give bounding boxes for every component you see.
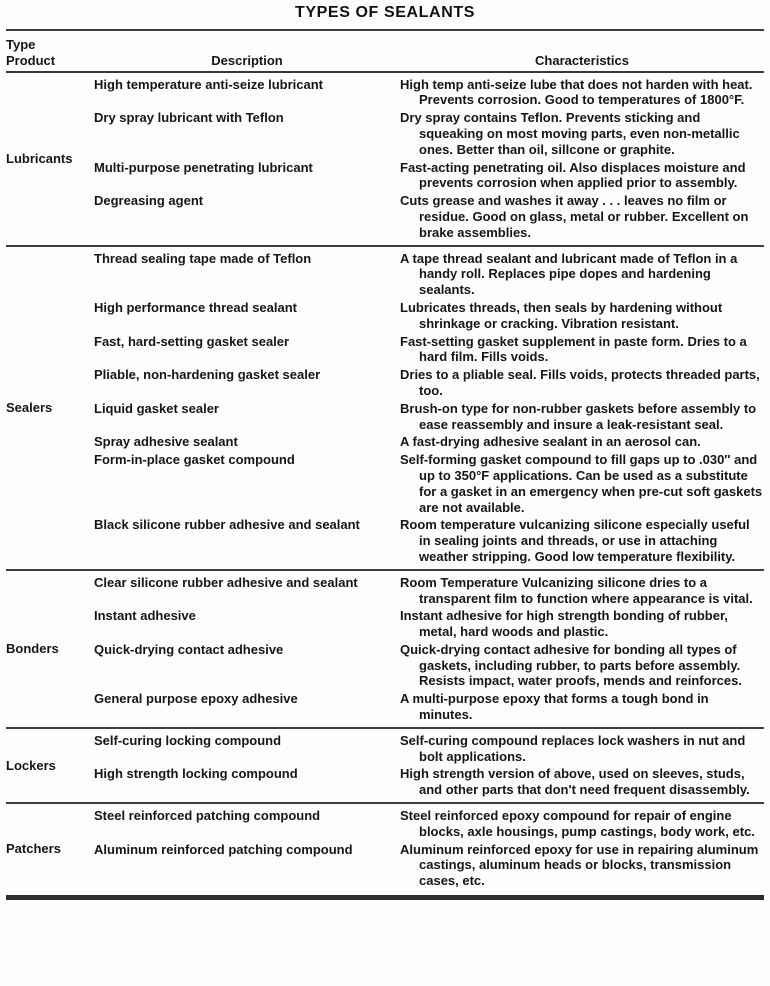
product-description: Thread sealing tape made of Teflon [94,250,312,266]
product-description: Degreasing agent [94,193,204,209]
table-row [94,808,764,840]
product-description: Aluminum reinforced patching compound [94,841,353,857]
table-row [94,367,764,399]
section-rows [94,733,764,798]
product-description: Dry spray lubricant with Teflon [94,110,284,126]
table-row [94,733,764,765]
product-characteristics: Room Temperature Vulcanizing silicone dries to a transparent film to function where appearance is vital. [400,574,753,606]
section-lockers [6,727,764,802]
table-row [94,608,764,640]
table-row [94,334,764,366]
table-row [94,251,764,298]
table-row [94,575,764,607]
table-row [94,766,764,798]
product-characteristics: Self-forming gasket compound to fill gaps up to .030″ and up to 350°F applications. Can be used as a substitute for a gasket in an emergency when pre-cut soft gaskets are not available. [400,452,763,515]
product-description: High temperature anti-seize lubricant [94,76,323,92]
section-rows [94,808,764,889]
section-type-label-lockers: Lockers [6,757,56,773]
product-description: Clear silicone rubber adhesive and sealant [94,574,358,590]
table-body [6,73,764,893]
product-description: High strength locking compound [94,766,298,782]
table-row [94,300,764,332]
table-header [6,31,764,73]
header-type-line1: Type [6,37,36,52]
header-type-product [6,37,94,69]
product-description: Liquid gasket sealer [94,400,219,416]
product-characteristics: Cuts grease and washes it away . . . leaves no film or residue. Good on glass, metal or rubber. Excellent on brake assemblies. [400,193,749,240]
table-row [94,842,764,889]
table-row [94,642,764,689]
product-characteristics: A tape thread sealant and lubricant made of Teflon in a handy roll. Replaces pipe dopes and hardening sealants. [400,250,738,298]
table-row [94,193,764,240]
product-characteristics: Fast-acting penetrating oil. Also displaces moisture and prevents corrosion when applied prior to assembly. [400,159,746,191]
table-row [94,691,764,723]
product-characteristics: A fast-drying adhesive sealant in an aerosol can. [400,434,701,450]
product-characteristics: Instant adhesive for high strength bonding of rubber, metal, hard woods and plastic. [400,608,728,640]
product-description: Multi-purpose penetrating lubricant [94,159,313,175]
table-row [94,517,764,564]
product-characteristics: Quick-drying contact adhesive for bonding all types of gaskets, including rubber, to parts before assembly. Resists impact, water proofs, mends and reinforces. [400,641,742,689]
product-characteristics: Dries to a pliable seal. Fills voids, protects threaded parts, too. [400,367,760,398]
product-characteristics: Aluminum reinforced epoxy for use in repairing aluminum castings, aluminum heads or blocks, transmission cases, etc. [400,841,759,889]
section-type-label-sealers: Sealers [6,399,53,415]
product-description: Form-in-place gasket compound [94,452,295,468]
product-description: Black silicone rubber adhesive and sealant [94,517,360,533]
section-rows [94,77,764,241]
bottom-divider [6,895,764,900]
product-description: Pliable, non-hardening gasket sealer [94,367,321,383]
header-description: Description [211,52,283,68]
table-row [94,77,764,109]
product-characteristics: Brush-on type for non-rubber gaskets before assembly to ease reassembly and insure a leak-resistant seal. [400,400,757,432]
product-characteristics: Self-curing compound replaces lock washers in nut and bolt applications. [400,732,746,764]
header-type-line2: Product [6,52,56,68]
table-row [94,452,764,515]
product-description: Steel reinforced patching compound [94,808,321,824]
product-characteristics: Steel reinforced epoxy compound for repair of engine blocks, axle housings, pump castings, body work, etc. [400,808,755,839]
section-bonders [6,569,764,727]
section-type-label-bonders: Bonders [6,640,59,656]
product-description: Quick-drying contact adhesive [94,641,284,657]
section-lubricants [6,73,764,245]
product-description: Spray adhesive sealant [94,434,238,450]
table-row [94,401,764,433]
section-type-label-patchers: Patchers [6,840,61,856]
section-type-label-lubricants: Lubricants [6,150,73,166]
product-characteristics: Lubricates threads, then seals by hardening without shrinkage or cracking. Vibration resistant. [400,299,723,331]
page-title: TYPES OF SEALANTS [295,4,475,21]
product-description: Self-curing locking compound [94,732,282,748]
product-description: Instant adhesive [94,608,196,624]
product-characteristics: Room temperature vulcanizing silicone especially useful in sealing joints and threads, or use in attaching weather stripping. Good low temperature flexibility. [400,517,750,564]
section-patchers [6,802,764,893]
product-characteristics: A multi-purpose epoxy that forms a tough bond in minutes. [400,691,709,723]
product-description: Fast, hard-setting gasket sealer [94,333,290,349]
product-description: High performance thread sealant [94,299,297,315]
table-row [94,434,764,450]
table-row [94,160,764,192]
product-characteristics: High temp anti-seize lube that does not harden with heat. Prevents corrosion. Good to temperatures of 1800°F. [400,76,753,108]
section-sealers [6,245,764,569]
header-characteristics: Characteristics [535,52,629,68]
product-description: General purpose epoxy adhesive [94,691,298,707]
product-characteristics: Fast-setting gasket supplement in paste form. Dries to a hard film. Fills voids. [400,333,747,365]
section-rows [94,251,764,565]
product-characteristics: High strength version of above, used on sleeves, studs, and other parts that don't need frequent disassembly. [400,766,750,798]
section-rows [94,575,764,723]
product-characteristics: Dry spray contains Teflon. Prevents sticking and squeaking on most moving parts, even non-metallic ones. Better than oil, sillcone or graphite. [400,110,740,157]
table-row [94,110,764,157]
